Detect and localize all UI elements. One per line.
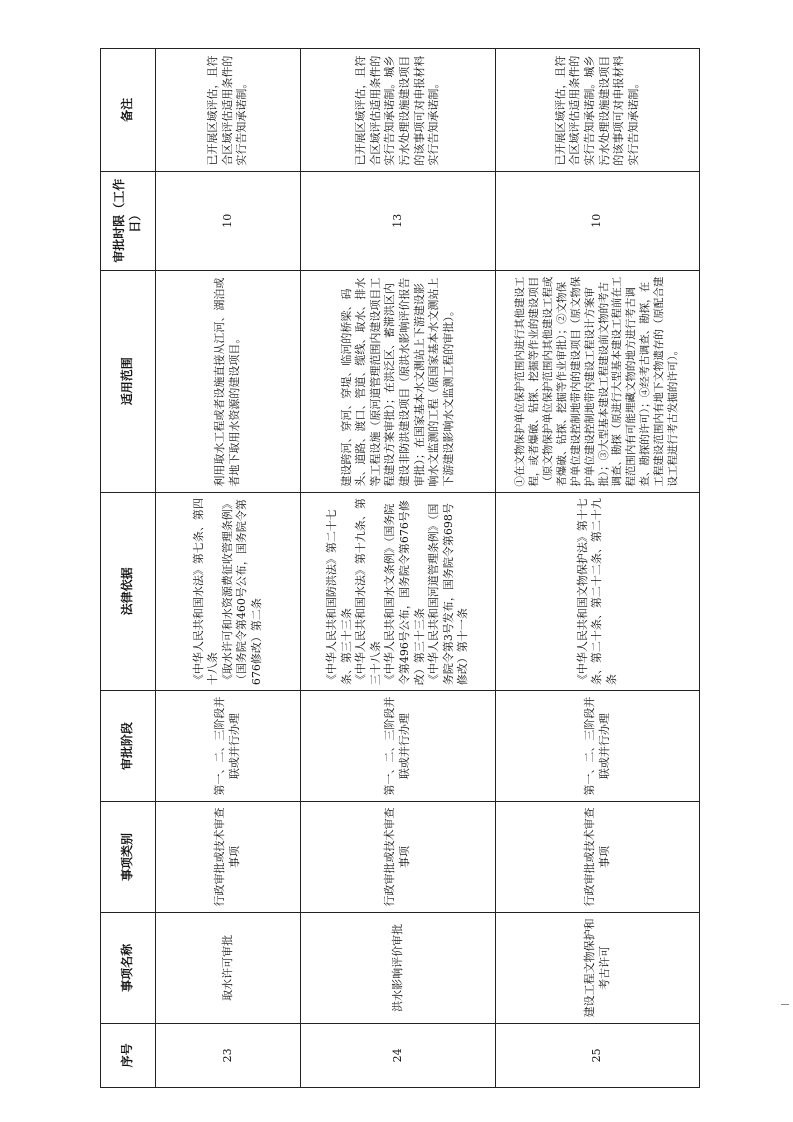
header-remark: 备注 [101,49,156,172]
cell-scope: ①在文物保护单位保护范围内进行其他建设工程，或者爆破、钻探、挖掘等作业的建设项目（原文物保护单位保护范围内其他建设工程或者爆破、钻探、挖掘等作业审批）；②文物保护单位建设控制地带内的建设项目（原文物保护单位建设控制地带内建设工程设计方案审批）；③大型基本建设工程建设前文物的考古调查、勘探（原进行大型基本建设工程前在工程范围内有可能埋藏文物的地方进行考古调查、勘探的许可）；④经考古调查、勘探，在工程建设范围内有地下文物遗存的（原配合建设工程进行考古发掘的许可）。 [496,270,700,492]
cell-seq: 23 [156,1023,301,1087]
cell-seq: 24 [301,1023,496,1087]
rotated-table-wrapper [100,48,692,1088]
cell-legal: 《中华人民共和国水法》第七条、第四十八条 《取水许可和水资源费征收管理条例》（国务院令第460号公布，国务院令第676修改）第二条 [156,492,301,690]
cell-remark: 已开展区域评估，且符合区域评估适用条件的实行告知承诺制。 [156,49,301,172]
cell-legal: 《中华人民共和国防洪法》第二十七条、第三十三条 《中华人民共和国水法》第十九条、第三十八条 《中华人民共和国水文条例》（国务院令第496号公布，国务院令第676号修改）第三十三条 《中华人民共和国河道管理条例》（国务院令第3号发布，国务院令第698号修改）第十一条 [301,492,496,690]
margin-mark [781,1004,789,1005]
cell-days: 10 [156,171,301,270]
table-header-row [101,49,156,1088]
header-days: 审批时限（工作日） [101,171,156,270]
header-stage: 审批阶段 [101,691,156,802]
cell-stage: 第一、二、三阶段并联或并行办理 [156,691,301,802]
cell-stage: 第一、二、三阶段并联或并行办理 [301,691,496,802]
cell-seq: 25 [496,1023,700,1087]
cell-remark: 已开展区域评估，且符合区域评估适用条件的实行告知承诺制。城乡污水处理设施建设项目的该事项可对申报材料实行告知承诺制。 [496,49,700,172]
cell-category: 行政审批或技术审查事项 [301,802,496,913]
header-legal: 法律依据 [101,492,156,690]
cell-scope: 利用取水工程或者设施直接从江河、湖泊或者地下取用水资源的建设项目。 [156,270,301,492]
cell-category: 行政审批或技术审查事项 [496,802,700,913]
cell-name: 取水许可审批 [156,912,301,1023]
cell-name: 洪水影响评价审批 [301,912,496,1023]
header-name: 事项名称 [101,912,156,1023]
cell-legal: 《中华人民共和国文物保护法》第十七条、第二十条、第二十二条、第二十九条 [496,492,700,690]
header-seq: 序号 [101,1023,156,1087]
cell-days: 13 [301,171,496,270]
table-row [156,49,301,1088]
cell-remark: 已开展区域评估，且符合区域评估适用条件的实行告知承诺制。城乡污水处理设施建设项目的该事项可对申报材料实行告知承诺制。 [301,49,496,172]
table-row [496,49,700,1088]
cell-category: 行政审批或技术审查事项 [156,802,301,913]
cell-name: 建设工程文物保护和考古许可 [496,912,700,1023]
header-category: 事项类别 [101,802,156,913]
cell-days: 10 [496,171,700,270]
cell-scope: 建设跨河、穿河、穿堤、临河的桥梁、码头、道路、渡口、管道、缆线、取水、排水等工程设施（原河道管理范围内建设项目工程建设方案审批）；在洪泛区、蓄滞洪区内建设非防洪建设项目（原洪水影响评价报告审批）；在国家基本水文测站上下游建设影响水文监测的工程（原国家基本水文测站上下游建设影响水文监测工程的审批）。 [301,270,496,492]
approval-items-table [100,48,700,1088]
table-row [301,49,496,1088]
header-scope: 适用范围 [101,270,156,492]
cell-stage: 第一、二、三阶段并联或并行办理 [496,691,700,802]
